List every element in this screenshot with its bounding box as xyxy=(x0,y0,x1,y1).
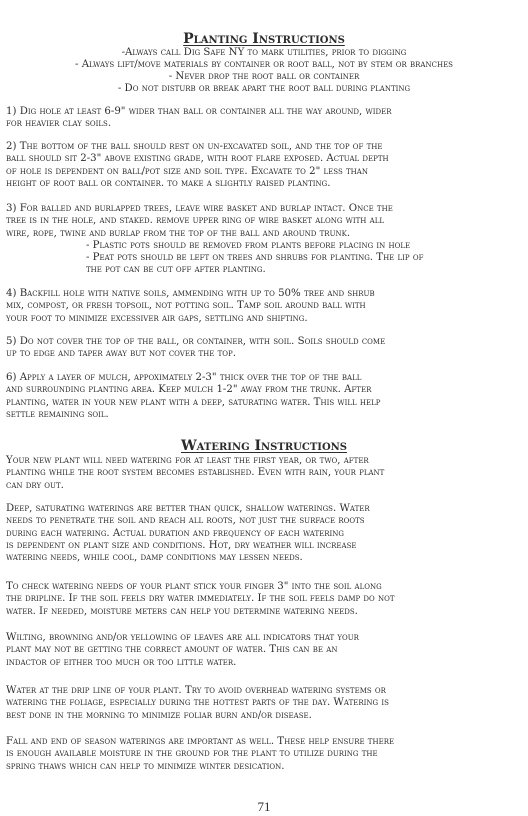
planting-step-4: 4) Backfill hole with native soils, ammending with up to 50% tree and shrub mix, compost, or fresh topsoil, not potting soil. Tamp soil around ball with your foot to minimize excessiver air gaps, settling and shifting. xyxy=(6,288,375,324)
rule-dig-safe: -Always call Dig Safe NY to mark utilities, prior to digging xyxy=(121,47,407,58)
watering-paragraph-deep-watering: Deep, saturating waterings are better than quick, shallow waterings. Water needs to penetrate the soil and reach all roots, not just the surface roots during each watering. Actual duration and frequency of each watering is dependent on plant size and conditions. Hot, dry weather will increase watering needs, while cool, damp conditions may lessen needs. xyxy=(6,503,370,564)
watering-paragraph-first-year: Your new plant will need watering for at least the first year, or two, after planting while the root system becomes established. Even with rain, your plant can dry out. xyxy=(6,455,385,491)
watering-paragraph-drip-line: Water at the drip line of your plant. Try to avoid overhead watering systems or watering the foliage, especially during the hottest parts of the day. Watering is best done in the morning to minimize foliar burn and/or disease. xyxy=(6,685,389,721)
rule-lift-materials: - Always lift/move materials by container or root ball, not by stem or branches xyxy=(75,59,453,70)
planting-step-1: 1) Dig hole at least 6-9" wider than ball or container all the way around, wider for heavier clay soils. xyxy=(6,106,392,130)
step-3-note-peat-pots: - Peat pots should be left on trees and shrubs for planting. The lip of xyxy=(86,252,424,264)
step-3-note-plastic-pots: - Plastic pots should be removed from plants before placing in hole xyxy=(86,239,411,251)
page-number: 71 xyxy=(257,799,271,814)
watering-paragraph-check-needs: To check watering needs of your plant stick your finger 3" into the soil along the dripline. If the soil feels dry water immediately. If the soil feels damp do not water. If needed, moisture meters can help you determine watering needs. xyxy=(6,581,395,617)
step-3-note-peat-pots-cont: the pot can be cut off after planting. xyxy=(86,264,266,276)
rule-no-disturb: - Do not disturb or break apart the root ball during planting xyxy=(117,83,411,94)
planting-safety-rules xyxy=(0,47,528,95)
planting-instructions-title: Planting Instructions xyxy=(183,31,345,47)
rule-no-drop: - Never drop the root ball or container xyxy=(168,71,360,82)
watering-instructions-title: Watering Instructions xyxy=(180,438,348,454)
planting-step-6: 6) Apply a layer of mulch, appoximately 2-3" thick over the top of the ball and surrounding planting area. Keep mulch 1-2" away from the trunk. After planting, water in your new plant with a deep, saturating water. This will help settle remaining soil. xyxy=(6,372,381,420)
planting-step-5: 5) Do not cover the top of the ball, or container, with soil. Soils should come up to edge and taper away but not cover the top. xyxy=(6,336,386,360)
watering-paragraph-fall-season: Fall and end of season waterings are important as well. These help ensure there is enough available moisture in the ground for the plant to utilize during the spring thaws which can help to minimize winter desication. xyxy=(6,736,395,772)
planting-step-3: 3) For balled and burlapped trees, leave wire basket and burlap intact. Once the tree is in the hole, and staked. remove upper ring of wire basket along with all wire, rope, twine and burlap from the top of the ball and around trunk. - Plastic pots should be removed from plants before placing in hole - Peat pots should be left on trees and shrubs for planting. The lip of the pot can be cut off after planting. xyxy=(6,203,522,277)
watering-paragraph-indicators: Wilting, browning and/or yellowing of leaves are all indicators that your plant may not be getting the correct amount of water. This can be an indactor of either too much or too little water. xyxy=(6,632,359,668)
planting-step-2: 2) The bottom of the ball should rest on un-excavated soil, and the top of the ball should sit 2-3" above existing grade, with root flare exposed. Actual depth of hole is dependent on ball/pot size and soil type. Excavate to 2" less than height of root ball or container. to make a slightly raised planting. xyxy=(6,141,389,189)
